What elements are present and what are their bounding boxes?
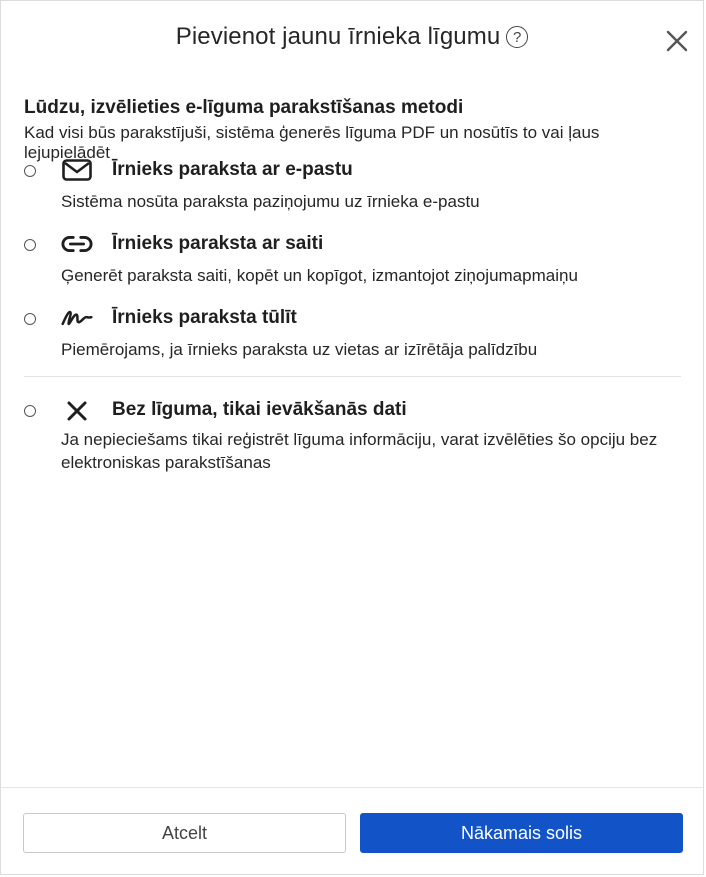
option-title: Īrnieks paraksta tūlīt [112, 307, 297, 328]
next-step-button[interactable]: Nākamais solis [360, 813, 683, 853]
cancel-button[interactable]: Atcelt [23, 813, 346, 853]
section-heading: Lūdzu, izvēlieties e-līguma parakstīšanas metodi [24, 97, 464, 118]
option-description: Piemērojams, ja īrnieks paraksta uz vietas ar izīrētāja palīdzību [61, 340, 538, 359]
x-mark-icon [61, 397, 93, 425]
close-icon[interactable] [665, 29, 689, 53]
radio-sign-now[interactable] [24, 313, 36, 325]
radio-sign-by-link[interactable] [24, 239, 36, 251]
question-circle-icon[interactable]: ? [506, 26, 528, 48]
option-description: Sistēma nosūta paraksta paziņojumu uz īrnieka e-pastu [61, 192, 480, 211]
option-title: Bez līguma, tikai ievākšanās dati [112, 399, 407, 420]
option-description: Ģenerēt paraksta saiti, kopēt un kopīgot, izmantojot ziņojumapmaiņu [61, 266, 578, 285]
dialog-title: Pievienot jaunu īrnieka līgumu [175, 23, 501, 50]
option-title: Īrnieks paraksta ar saiti [112, 233, 324, 254]
option-description: Ja nepieciešams tikai reģistrēt līguma informāciju, varat izvēlēties šo opciju bez elektroniskas parakstīšanas [61, 430, 658, 472]
radio-sign-by-email[interactable] [24, 165, 36, 177]
envelope-icon [61, 156, 93, 184]
divider [24, 376, 681, 377]
radio-no-contract[interactable] [24, 405, 36, 417]
section-subheading: Kad visi būs parakstījuši, sistēma ģenerēs līguma PDF un nosūtīs to vai ļaus lejupielādēt [24, 123, 600, 162]
dialog-footer [1, 787, 703, 874]
link-icon [61, 230, 93, 258]
dialog-content [24, 97, 681, 472]
signature-icon [61, 304, 93, 332]
dialog-header [1, 1, 703, 75]
title-wrap [176, 23, 529, 51]
option-title: Īrnieks paraksta ar e-pastu [112, 159, 353, 180]
